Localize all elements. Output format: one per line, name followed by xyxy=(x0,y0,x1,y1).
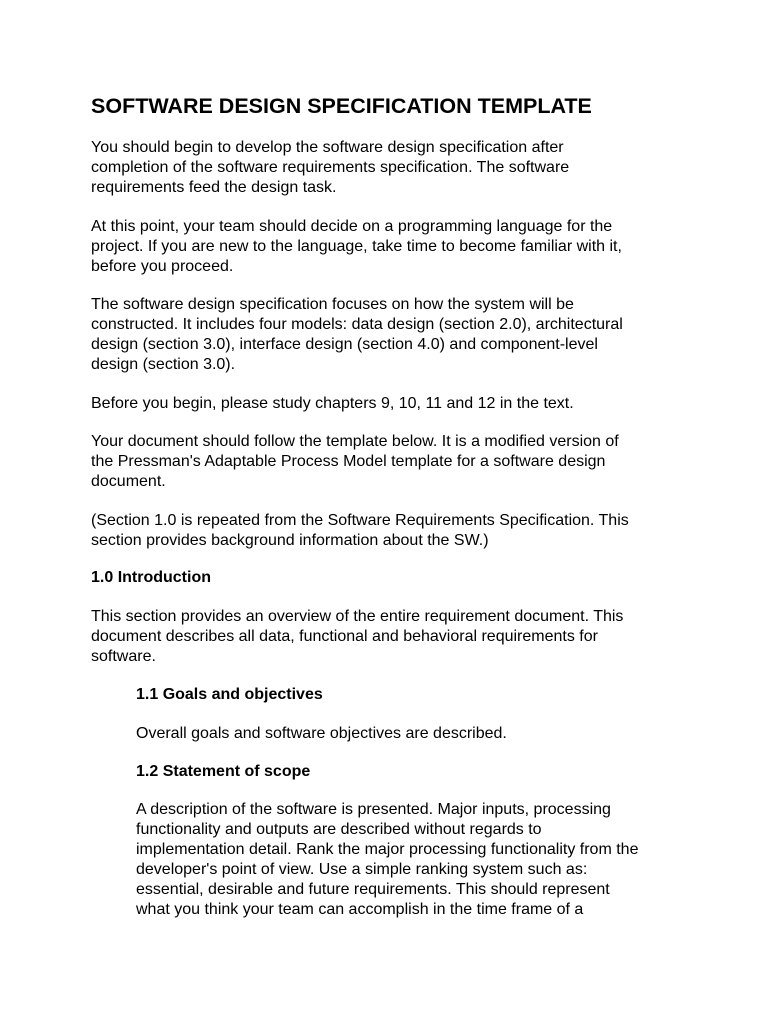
text-line: essential, desirable and future requirements. This should represent xyxy=(136,881,610,898)
text-line: the Pressman's Adaptable Process Model template for a software design xyxy=(91,453,606,470)
text-line: software. xyxy=(91,648,156,665)
text-line: Overall goals and software objectives are described. xyxy=(136,725,507,742)
text-line: design (section 3.0). xyxy=(91,356,236,373)
section-introduction-body xyxy=(91,607,623,667)
intro-paragraph-4 xyxy=(91,394,574,414)
text-line: (Section 1.0 is repeated from the Software Requirements Specification. This xyxy=(91,512,629,529)
text-line: Before you begin, please study chapters 9, 10, 11 and 12 in the text. xyxy=(91,395,574,412)
text-line: design (section 3.0), interface design (section 4.0) and component-level xyxy=(91,336,598,353)
text-line: implementation detail. Rank the major processing functionality from the xyxy=(136,841,639,858)
intro-paragraph-1 xyxy=(91,138,569,198)
text-line: functionality and outputs are described without regards to xyxy=(136,821,542,838)
intro-paragraph-6 xyxy=(91,511,629,551)
text-line: constructed. It includes four models: data design (section 2.0), architectural xyxy=(91,316,623,333)
text-line: completion of the software requirements specification. The software xyxy=(91,159,570,176)
text-line: At this point, your team should decide on a programming language for the xyxy=(91,218,613,235)
text-line: A description of the software is presented. Major inputs, processing xyxy=(136,801,611,818)
section-heading-scope: 1.2 Statement of scope xyxy=(136,763,311,780)
intro-paragraph-5 xyxy=(91,432,619,492)
text-line: before you proceed. xyxy=(91,258,234,275)
section-scope-body xyxy=(136,800,638,920)
section-heading-goals: 1.1 Goals and objectives xyxy=(136,686,323,703)
text-line: requirements feed the design task. xyxy=(91,179,337,196)
document-title: SOFTWARE DESIGN SPECIFICATION TEMPLATE xyxy=(91,94,592,118)
text-line: what you think your team can accomplish in the time frame of a xyxy=(136,901,584,918)
text-line: You should begin to develop the software design specification after xyxy=(91,139,564,156)
text-line: document describes all data, functional and behavioral requirements for xyxy=(91,628,598,645)
section-heading-introduction: 1.0 Introduction xyxy=(91,569,211,586)
text-line: document. xyxy=(91,473,166,490)
text-line: This section provides an overview of the entire requirement document. This xyxy=(91,608,624,625)
text-line: Your document should follow the template below. It is a modified version of xyxy=(91,433,619,450)
intro-paragraph-3 xyxy=(91,295,623,375)
section-goals-body xyxy=(136,724,507,744)
text-line: project. If you are new to the language, take time to become familiar with it, xyxy=(91,238,622,255)
text-line: section provides background information about the SW.) xyxy=(91,532,489,549)
text-line: The software design specification focuses on how the system will be xyxy=(91,296,574,313)
intro-paragraph-2 xyxy=(91,217,622,277)
text-line: developer's point of view. Use a simple ranking system such as: xyxy=(136,861,588,878)
